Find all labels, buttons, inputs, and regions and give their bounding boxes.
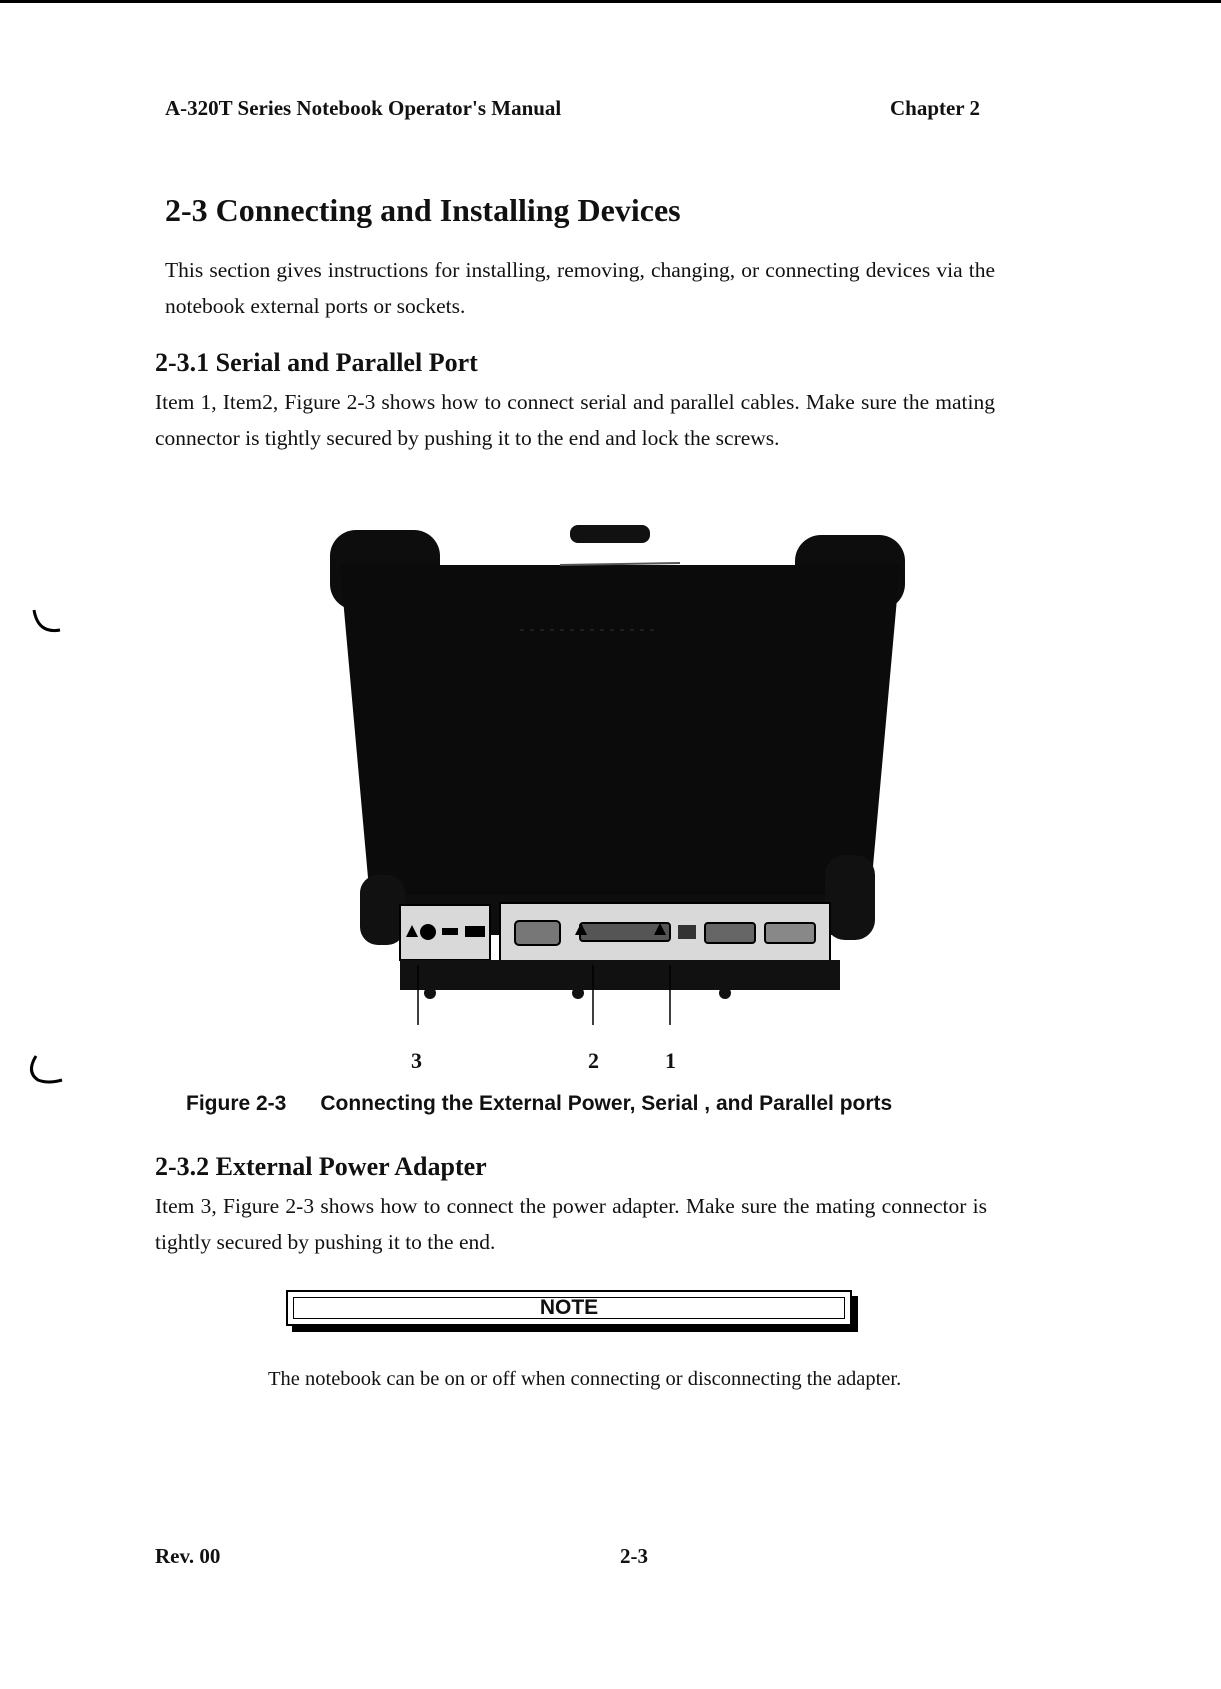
figure-caption (186, 1092, 892, 1116)
footer-revision: Rev. 00 (155, 1544, 221, 1568)
footer-page-number: 2-3 (620, 1544, 648, 1568)
subsection-2-body: Item 3, Figure 2-3 shows how to connect the power adapter. Make sure the mating connector is tightly secured by pushing it to the end. (155, 1194, 987, 1254)
top-rule (0, 0, 1221, 3)
note-body: The notebook can be on or off when connecting or disconnecting the adapter. (268, 1368, 902, 1390)
notebook-rear-illustration (330, 525, 910, 1025)
figure-caption-text: Connecting the External Power, Serial , and Parallel ports (320, 1092, 893, 1115)
callout-3: 3 (411, 1048, 422, 1073)
margin-mark-icon (24, 1050, 68, 1090)
section-intro: This section gives instructions for installing, removing, changing, or connecting devices via the notebook external ports or sockets. (165, 258, 995, 318)
subsection-1-heading: 2-3.1 Serial and Parallel Port (155, 348, 478, 377)
margin-mark-icon (28, 604, 68, 640)
note-box (286, 1290, 856, 1330)
notebook-rear-figure (330, 525, 910, 1025)
subsection-2-heading: 2-3.2 External Power Adapter (155, 1152, 487, 1181)
running-header (165, 96, 980, 121)
note-label: NOTE (539, 1296, 599, 1319)
subsection-1-body: Item 1, Item2, Figure 2-3 shows how to connect serial and parallel cables. Make sure the mating connector is tightly secured by pushing it to the end and lock the screws. (155, 390, 995, 450)
callout-1: 1 (665, 1048, 676, 1073)
section-heading: 2-3 Connecting and Installing Devices (165, 192, 681, 228)
manual-title: A-320T Series Notebook Operator's Manual (165, 96, 562, 120)
figure-caption-label: Figure 2-3 (186, 1092, 287, 1115)
chapter-label: Chapter 2 (889, 96, 980, 120)
callout-2: 2 (588, 1048, 599, 1073)
